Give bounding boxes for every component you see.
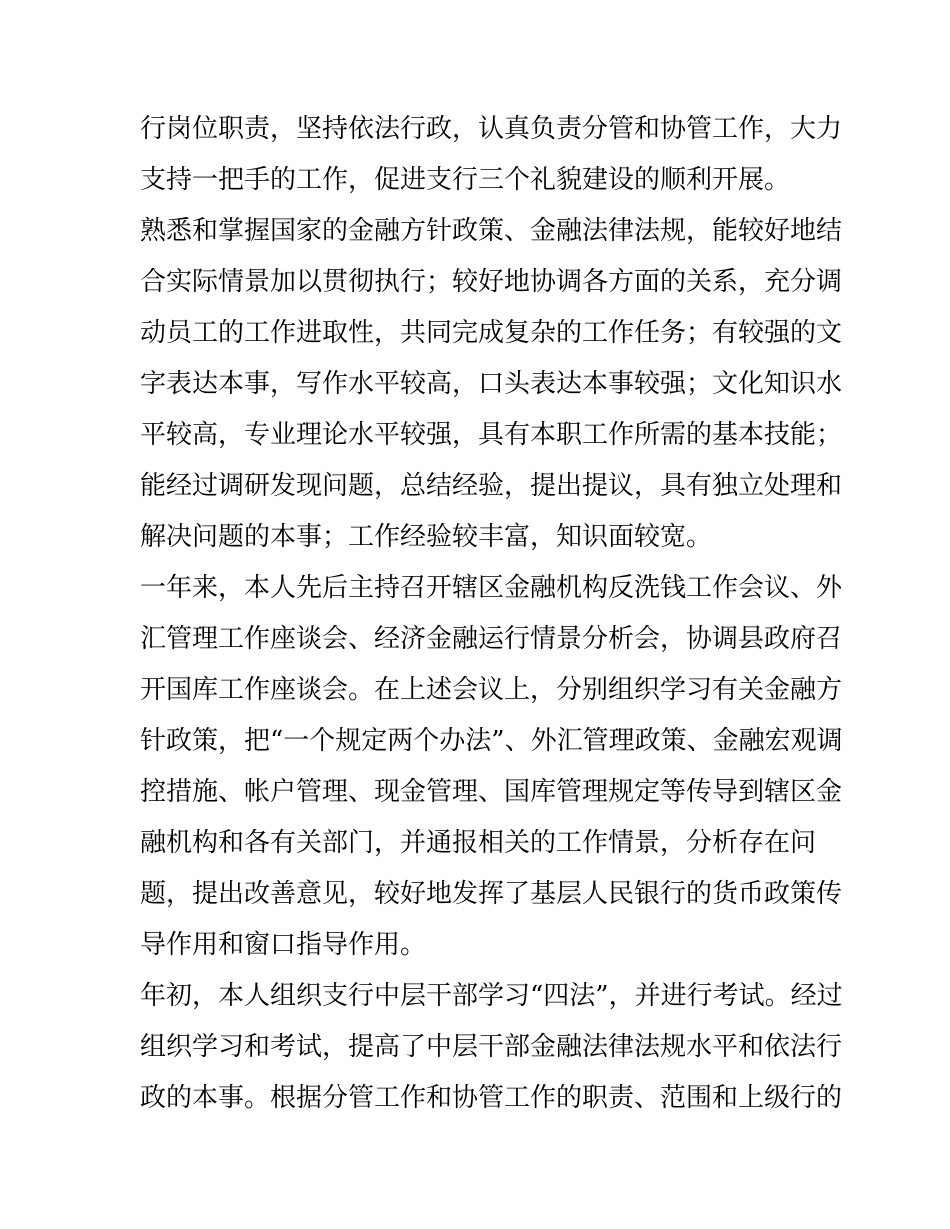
text-line: 合实际情景加以贯彻执行；较好地协调各方面的关系，充分调 bbox=[140, 267, 843, 297]
text-line: 行岗位职责，坚持依法行政，认真负责分管和协管工作，大力 bbox=[140, 114, 843, 144]
text-line: 支持一把手的工作，促进支行三个礼貌建设的顺利开展。 bbox=[140, 165, 791, 195]
text-line: 熟悉和掌握国家的金融方针政策、金融法律法规，能较好地结 bbox=[140, 216, 843, 246]
paragraph-2 bbox=[140, 206, 843, 563]
text-line: 开国库工作座谈会。在上述会议上，分别组织学习有关金融方 bbox=[140, 675, 843, 705]
text-line: 组织学习和考试，提高了中层干部金融法律法规水平和依法行 bbox=[140, 1032, 843, 1062]
text-line: 针政策，把“一个规定两个办法”、外汇管理政策、金融宏观调 bbox=[140, 726, 843, 756]
text-line: 融机构和各有关部门，并通报相关的工作情景，分析存在问 bbox=[140, 828, 817, 858]
text-line: 解决问题的本事；工作经验较丰富，知识面较宽。 bbox=[140, 522, 713, 552]
text-line: 年初，本人组织支行中层干部学习“四法”，并进行考试。经过 bbox=[140, 981, 843, 1011]
text-line: 动员工的工作进取性，共同完成复杂的工作任务；有较强的文 bbox=[140, 318, 843, 348]
paragraph-3 bbox=[140, 563, 843, 971]
text-line: 字表达本事，写作水平较高，口头表达本事较强；文化知识水 bbox=[140, 369, 843, 399]
text-line: 平较高，专业理论水平较强，具有本职工作所需的基本技能； bbox=[140, 420, 843, 450]
text-line: 题，提出改善意见，较好地发挥了基层人民银行的货币政策传 bbox=[140, 879, 843, 909]
paragraph-1 bbox=[140, 104, 843, 206]
document-body bbox=[140, 104, 843, 1124]
text-line: 汇管理工作座谈会、经济金融运行情景分析会，协调县政府召 bbox=[140, 624, 843, 654]
text-line: 能经过调研发现问题，总结经验，提出提议，具有独立处理和 bbox=[140, 471, 843, 501]
text-line: 导作用和窗口指导作用。 bbox=[140, 930, 427, 960]
text-line: 一年来，本人先后主持召开辖区金融机构反洗钱工作会议、外 bbox=[140, 573, 843, 603]
text-line: 政的本事。根据分管工作和协管工作的职责、范围和上级行的 bbox=[140, 1083, 843, 1113]
text-line: 控措施、帐户管理、现金管理、国库管理规定等传导到辖区金 bbox=[140, 777, 843, 807]
paragraph-4 bbox=[140, 971, 843, 1124]
